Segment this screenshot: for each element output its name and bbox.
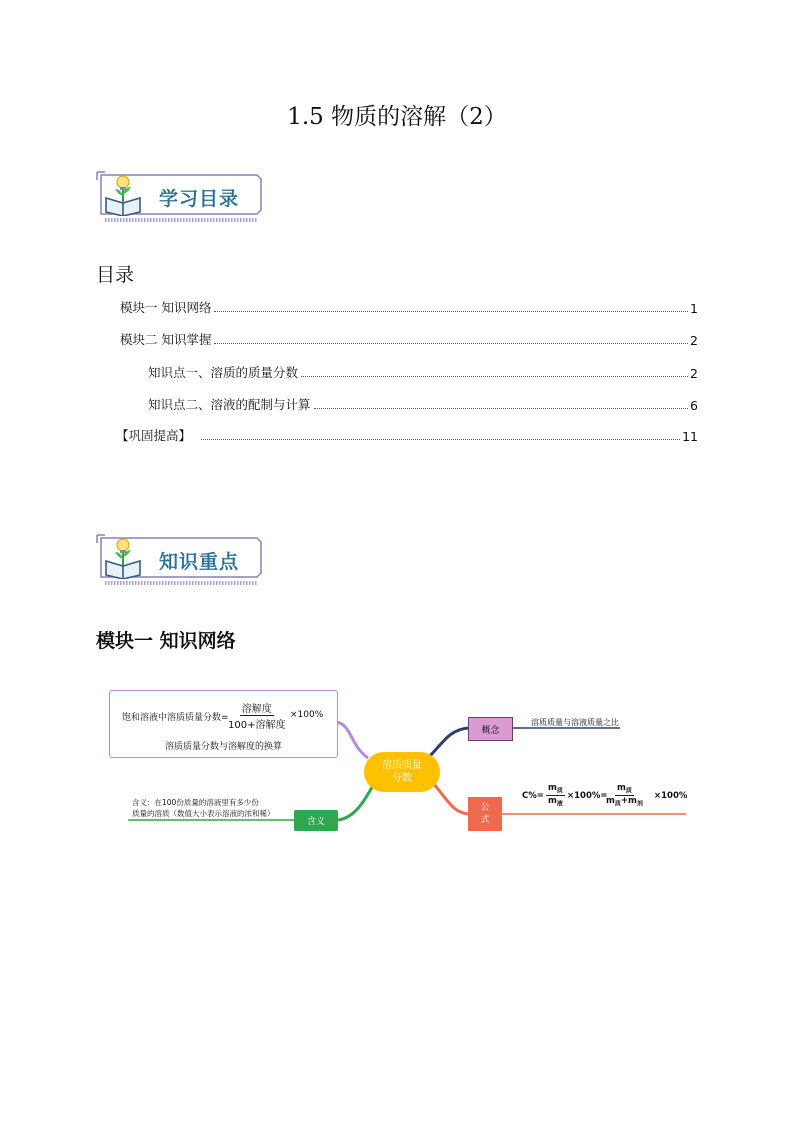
- center-node[interactable]: [364, 752, 440, 792]
- toc-item-label: 模块一 知识网络: [120, 300, 212, 315]
- f2-den-a-sub: 质: [614, 800, 621, 808]
- concept-text: 溶质质量与溶液质量之比: [531, 718, 619, 727]
- formula-fraction-2: [606, 783, 643, 807]
- center-node-line2: 分数: [392, 773, 412, 784]
- f2-num-sub: 质: [625, 787, 632, 795]
- formula-node-line1: 公: [480, 803, 490, 813]
- f1-num-sub: 质: [556, 787, 563, 795]
- concept-node-label: 概念: [481, 725, 500, 736]
- center-node-line1: 溶质质量: [382, 760, 422, 771]
- toc-item-page: 2: [690, 366, 698, 381]
- toc-item-label: 知识点一、溶质的质量分数: [148, 365, 299, 380]
- f2-den-b-sub: 剂: [636, 800, 643, 808]
- box-fraction: [228, 700, 285, 731]
- saturated-solution-formula-box: [109, 690, 338, 758]
- box-prefix: 饱和溶液中溶质质量分数=: [122, 713, 229, 723]
- formula-node-line2: 式: [480, 815, 490, 825]
- formula-lead: C%=: [522, 791, 544, 801]
- toc-heading: 目录: [96, 264, 135, 286]
- concept-node[interactable]: [468, 717, 513, 741]
- banner-label: 学习目录: [159, 188, 240, 210]
- box-suffix: ×100%: [290, 710, 324, 720]
- toc-item-label: 知识点二、溶液的配制与计算: [148, 397, 311, 412]
- f1-num: m: [548, 783, 557, 793]
- f2-num: m: [617, 783, 626, 793]
- f2-den-a: m: [606, 795, 615, 806]
- page-title: 1.5 物质的溶解（2）: [287, 104, 507, 130]
- toc-item-page: 2: [690, 333, 698, 348]
- formula-mid: ×100%=: [567, 791, 608, 801]
- meaning-node-label: 含义: [306, 817, 325, 827]
- toc-item-label: 【巩固提高】: [116, 428, 192, 443]
- formula-node[interactable]: [468, 797, 502, 831]
- toc-item-page: 11: [682, 429, 698, 444]
- meaning-text-line1: 含义：在100份质量的溶液里有多少份: [132, 798, 259, 807]
- formula-fraction-1: [546, 783, 565, 807]
- toc-item-label: 模块二 知识掌握: [120, 332, 212, 347]
- f2-den-plus: +m: [620, 795, 637, 806]
- f1-den-sub: 液: [556, 800, 563, 808]
- toc-item-page: 1: [690, 301, 698, 316]
- meaning-text-line2: 质量的溶质（数值大小表示溶液的浓和稀）: [132, 809, 275, 818]
- box-denominator: 100+溶解度: [228, 720, 286, 731]
- f1-den: m: [548, 795, 557, 806]
- toc-item-page: 6: [690, 398, 698, 413]
- module-one-title: 模块一 知识网络: [96, 630, 236, 652]
- box-numerator: 溶解度: [240, 700, 274, 716]
- banner-label: 知识重点: [159, 551, 240, 573]
- formula-tail: ×100%: [654, 791, 688, 801]
- meaning-node[interactable]: [294, 810, 338, 831]
- box-caption: 溶质质量分数与溶解度的换算: [165, 742, 283, 752]
